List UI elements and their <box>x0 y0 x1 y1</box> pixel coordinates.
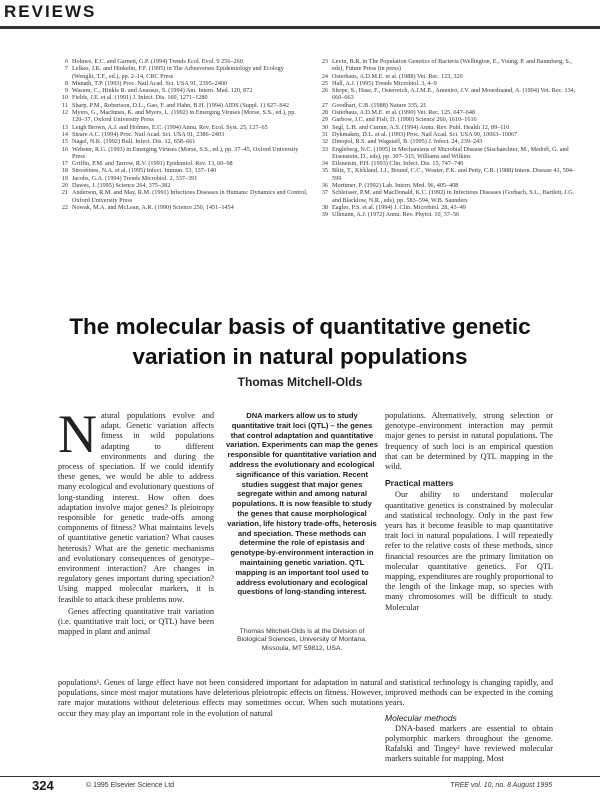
reference-item <box>58 146 308 161</box>
reference-number: 14 <box>61 130 68 138</box>
reference-number: 25 <box>321 79 328 87</box>
lower-right-paragraph-1: and statistical technology is changing rapidly, and improved methods can be expected in the coming years. <box>385 678 553 708</box>
right-paragraph-2: Our ability to understand molecular quantitative genetics is constrained by molecular and statistical technology. Only in the past few years has it become feasible to map quantitative trait loci in natural populations. I will repeatedly refer to the relative costs of these methods, since financial resources are the primary limitation on molecular quantitative genetics. For QTL mapping, expenditures are roughly proportional to the length of the linkage map, so species with many chromosomes will be difficult to study. Molecular <box>385 490 553 612</box>
reference-text: Wasum, C., Hinkle R. and Anassus, S. (1994) Am. Intern. Med. 120, 872 <box>72 87 253 95</box>
reference-text: Fields, J.E. et al. (1991) J. Infect. Dis. 160, 1271–1280 <box>72 94 208 102</box>
reference-item <box>58 87 308 94</box>
intro-paragraph-1: Natural populations evolve and adapt. Genetic variation affects fitness in wild populations adapting to different environments and during the process of speciation. If we could identify these genes, we would be able to address many ecological and evolutionary questions of long-standing interest. How often does adaptation involve major genes? Is pleiotropy responsible for genetic trade-offs among components of fitness? What maintains levels of quantitative genetic variation? What causes heterosis? What are the genetic mechanisms and evolutionary consequences of genotype–environment interaction? Are changes in regulatory genes important during speciation? Using mapped molecular markers, it is feasible to attack these problems now. <box>58 404 214 604</box>
molecular-methods-heading: Molecular methods <box>385 712 457 723</box>
reference-item <box>318 167 580 182</box>
reference-text: Dawes, J. (1995) Science 264, 375–382 <box>72 182 171 190</box>
reference-text: Eagles, P.S. et al. (1994) J. Clin. Microbiol. 28, 43–49 <box>332 203 466 211</box>
reference-number: 27 <box>321 101 328 109</box>
reference-number: 12 <box>61 109 68 117</box>
intro-paragraph-2: Genes affecting quantitative trait variation (i.e. quantitative trait loci, or QTL) have been mapped in plant and animal <box>58 606 214 637</box>
lower-right-paragraph-2: DNA-based markers are essential to obtain polymorphic markers throughout the genome. Rafalski and Tingey² have reviewed molecular markers suitable for mapping. Most <box>385 723 553 764</box>
reference-item <box>58 160 308 167</box>
reference-item <box>58 102 308 109</box>
reference-text: Myers, G., MacInnes, K. and Myers, L. (1992) in Emerging Viruses (Morse, S.S., ed.), pp. 120–37, Oxford University Press <box>72 109 296 124</box>
reference-text: Schleisser, P.M. and MacDonald, K.C. (1992) in Infectious Diseases (Gorbach, S.L., Bartlett, J.G. and Blacklow, N.R., eds), pp. 583–594, W.B. Saunders <box>332 189 575 204</box>
article-author: Thomas Mitchell-Olds <box>237 375 363 389</box>
reference-number: 17 <box>61 160 68 168</box>
reference-number: 34 <box>321 160 328 168</box>
reference-number: 6 <box>64 58 68 65</box>
reference-item <box>318 146 580 161</box>
reference-text: Dinopol, R.S. and Wagstaff, B. (1995) J. Infect. 24, 239–243 <box>332 138 483 146</box>
reference-text: Steare A.C. (1994) Proc. Natl Acad. Sci. USA 91, 2386–2403 <box>72 130 225 138</box>
reference-item <box>318 124 580 131</box>
reference-item <box>58 109 308 124</box>
reference-item <box>318 211 580 218</box>
reference-number: 23 <box>321 58 328 65</box>
author-affiliation: Thomas Mitchell-Olds is at the Division of Biological Sciences, University of Montana, Missoula, MT 59812, USA. <box>237 628 367 652</box>
reference-text: Anderson, R.M. and May, R.M. (1991) Infectious Diseases in Humans: Dynamics and Control, Oxford University Press <box>72 189 308 204</box>
reference-text: Dykmaken, D.L. et al. (1993) Proc. Natl Acad. Sci. USA 90, 10063–10067 <box>332 130 518 138</box>
reference-number: 28 <box>321 109 328 117</box>
reference-text: Garbow, J.C. and Fish, D. (1990) Science 260, 1610–1616 <box>332 116 477 124</box>
reference-number: 20 <box>61 182 68 190</box>
reference-item <box>58 204 308 211</box>
reference-item <box>58 138 308 145</box>
reference-item <box>318 73 580 80</box>
reference-number: 16 <box>61 145 68 153</box>
reference-text: Hall, A.J. (1995) Trends Microbiol. 3, 4–9 <box>332 79 437 87</box>
reference-item <box>318 116 580 123</box>
reference-number: 32 <box>321 138 328 146</box>
reference-item <box>318 189 580 204</box>
lower-left-paragraph: populations¹. Genes of large effect have not been considered important for adaptation in natural populations, since most major mutations have deleterious pleiotropic effects on fitness. However, rare major mutations without deleterious effects may sometimes occur. When such mutations occur they may play an important role in the evolution of natural <box>58 678 383 718</box>
reference-text: Shope, S., Hase, F., Osterreich, A.J.M.E., Ameniro, J.V. and Mourdraand, A. (1994) Vet. Rec. 134, 660–663 <box>332 87 576 102</box>
reference-text: Eilsneisin, P.H. (1993) Clin. Infect. Dis. 15, 747–740 <box>332 160 464 168</box>
reference-item <box>318 182 580 189</box>
reference-item <box>58 124 308 131</box>
reference-item <box>58 175 308 182</box>
reference-text: Nagel, N.K. (1992) Bull. Infect. Dis. 12, 658–661 <box>72 138 196 146</box>
reference-text: Levin, B.R. in The Population Genetics of Bacteria (Wellington, E., Young, P. and Baumberg, S., eds), Future Press (in press) <box>332 58 572 73</box>
reference-number: 7 <box>64 65 68 73</box>
section-heading: REVIEWS <box>4 2 97 21</box>
right-paragraph-1: populations. Alternatively, strong selection or genotype–environment interaction may permit major genes to persist in natural populations. The frequency of such loci is an empirical question that can be determined by QTL mapping in the wild. <box>385 411 553 472</box>
journal-citation: TREE vol. 10, no. 8 August 1995 <box>450 782 552 789</box>
reference-text: Griffin, P.M. and Tarrow, R.V. (1991) Epidemiol. Rev. 13, 60–98 <box>72 160 233 168</box>
reference-text: Holmes, E.C. and Garnett, G.P. (1994) Trends Ecol. Evol. 9 256–260 <box>72 58 243 65</box>
reference-item <box>58 65 308 80</box>
right-column <box>385 411 553 615</box>
reference-text: Osterhaus, A.D.M.E. et al. (1988) Vet. Rec. 123, 326 <box>332 72 463 80</box>
reference-text: Jacobs, G.A. (1994) Trends Microbiol. 2, 337–391 <box>72 174 198 182</box>
reference-text: Munath, T.P. (1993) Proc. Natl Acad. Sci. USA 91, 2395–2400 <box>72 79 228 87</box>
reference-text: Blitz, T., Kirkland, J.J., Bound, C.C., Wouter, F.K. and Petty, C.R. (1988) Intern. Disease 41, 594–599 <box>332 167 576 182</box>
reference-item <box>58 131 308 138</box>
reference-number: 13 <box>61 123 68 131</box>
reference-number: 29 <box>321 116 328 124</box>
reference-text: Osterhaus, A.D.M.E. et al. (1990) Vet. Rec. 125, 647–648 <box>332 109 476 117</box>
reference-number: 38 <box>321 203 328 211</box>
reference-number: 35 <box>321 167 328 175</box>
reference-item <box>58 80 308 87</box>
bottom-rule <box>0 776 600 777</box>
reference-item <box>318 80 580 87</box>
reference-item <box>318 138 580 145</box>
top-rule <box>0 26 600 29</box>
reference-number: 30 <box>321 123 328 131</box>
reference-number: 22 <box>61 203 68 211</box>
reference-text: Sharp, P.M., Robertson, D.L., Gao, F. and Hahn, B.H. (1994) AIDS (Suppl. 1) S27–S42 <box>72 101 289 109</box>
reference-text: Webster, R.G. (1993) in Emerging Viruses (Morse, S.S., ed.), pp. 37–45, Oxford University Press <box>72 145 299 160</box>
drop-cap: N <box>58 404 97 464</box>
abstract: DNA markers allow us to study quantitative trait loci (QTL) – the genes that control adaptation and quantitative variation. Experiments can map the genes responsible for quantitative variation and address the evolutionary and ecological significance of this variation. Recent studies suggest that major genes segregate within and among natural populations. It is now feasible to study the genes that cause morphological variation, life history trade-offs, heterosis and speciation. These methods can determine the role of epistasis and genotype-by-environment interaction in maintaining genetic variation. QTL mapping is an important tool used to address evolutionary and ecological questions of long-standing interest. <box>226 411 378 597</box>
reference-number: 36 <box>321 182 328 190</box>
reference-number: 26 <box>321 87 328 95</box>
reference-item <box>58 189 308 204</box>
reference-item <box>318 87 580 102</box>
reference-text: Ullmann, A.J. (1972) Annu. Rev. Phytot. 10, 37–56 <box>332 211 460 219</box>
reference-item <box>58 94 308 101</box>
reference-item <box>318 58 580 73</box>
reference-item <box>318 109 580 116</box>
reference-text: Nowak, M.A. and McLean, A.R. (1990) Science 250, 1451–1454 <box>72 203 234 211</box>
article-title: The molecular basis of quantitative genetic variation in natural populations <box>69 314 531 369</box>
reference-number: 31 <box>321 130 328 138</box>
reference-number: 33 <box>321 145 328 153</box>
reference-item <box>58 167 308 174</box>
reference-number: 8 <box>64 79 68 87</box>
reference-text: Lelkes, J.K. and Hinkelm, F.F. (1995) in The Arbusverses Epidemiology and Ecology (Wenglit, T.F., ed.), pp. 2–14, CRC Press <box>72 65 284 80</box>
page-number: 324 <box>32 778 54 793</box>
references-left-column <box>58 58 308 211</box>
reference-text: Leigh Brown, A.J. and Holmes, E.C. (1994) Annu. Rev. Ecol. Syst. 25, 127–65 <box>72 123 268 131</box>
reference-item <box>318 160 580 167</box>
reference-text: Goodhart, C.B. (1988) Nature 335, 21 <box>332 101 427 109</box>
reference-number: 9 <box>64 87 68 95</box>
reference-number: 18 <box>61 167 68 175</box>
intro-column <box>58 404 214 639</box>
reference-number: 11 <box>62 101 68 109</box>
reference-item <box>318 204 580 211</box>
reference-number: 21 <box>61 189 68 197</box>
reference-number: 19 <box>61 174 68 182</box>
reference-number: 39 <box>321 211 328 219</box>
copyright: © 1995 Elsevier Science Ltd <box>86 782 175 789</box>
reference-item <box>318 131 580 138</box>
practical-matters-heading: Practical matters <box>385 478 454 489</box>
references-right-column <box>318 58 580 219</box>
reference-item <box>58 182 308 189</box>
reference-text: Engleberg, N.C. (1995) in Mechanisms of Microbial Disease (Sischaechter, M., Medoff, G. and Eisenstein, D., eds), pp. 307–315, Williams and Wilkins <box>332 145 569 160</box>
reference-text: Segl, L.H. and Curran, A.S. (1994) Annu. Rev. Publ. Health 12, 89–110 <box>332 123 510 131</box>
reference-item <box>318 102 580 109</box>
reference-number: 15 <box>61 138 68 146</box>
reference-item <box>58 58 308 65</box>
reference-number: 10 <box>61 94 68 102</box>
reference-text: Stroobines, N.A. et al. (1995) Infect. Immun. 53, 137–140 <box>72 167 217 175</box>
reference-number: 37 <box>321 189 328 197</box>
reference-text: Mortimer, P. (1992) Lab. Intern. Med. 96, 405–408 <box>332 182 459 190</box>
reference-number: 24 <box>321 72 328 80</box>
